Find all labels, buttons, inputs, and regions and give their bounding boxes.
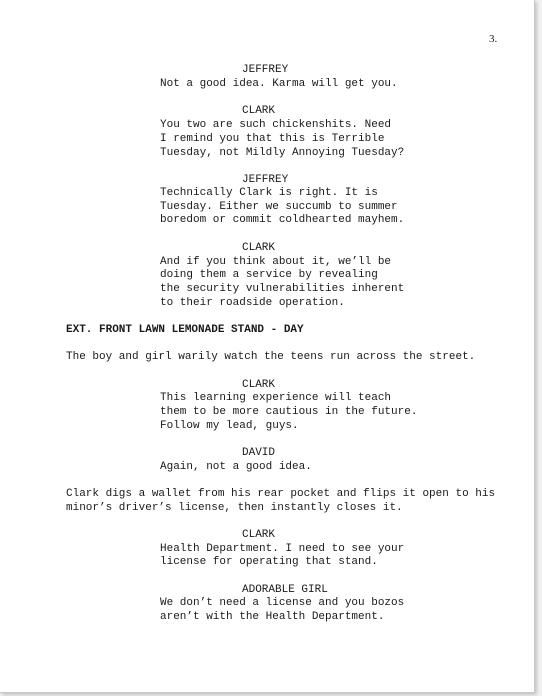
character-name: DAVID — [242, 447, 276, 459]
dialogue-line: I remind you that this is Terrible — [160, 133, 385, 145]
character-name: CLARK — [242, 379, 276, 391]
dialogue-line: Health Department. I need to see your — [160, 543, 405, 555]
dialogue-line: This learning experience will teach — [160, 392, 392, 404]
character-name: CLARK — [242, 242, 276, 254]
dialogue-line: them to be more cautious in the future. — [160, 406, 418, 418]
page-number: 3. — [489, 33, 498, 45]
character-name: JEFFREY — [242, 174, 289, 186]
dialogue-line: to their roadside operation. — [160, 297, 345, 309]
dialogue-line: the security vulnerabilities inherent — [160, 283, 405, 295]
character-name: CLARK — [242, 105, 276, 117]
action-line: Clark digs a wallet from his rear pocket and flips it open to his — [66, 488, 496, 500]
action-line: minor’s driver’s license, then instantly closes it. — [66, 502, 403, 514]
character-name: CLARK — [242, 529, 276, 541]
scene-heading: EXT. FRONT LAWN LEMONADE STAND - DAY — [66, 324, 304, 336]
dialogue-line: We don’t need a license and you bozos — [160, 597, 405, 609]
dialogue-line: Not a good idea. Karma will get you. — [160, 78, 398, 90]
dialogue-line: You two are such chickenshits. Need — [160, 119, 392, 131]
dialogue-line: Again, not a good idea. — [160, 461, 312, 473]
dialogue-line: Tuesday. Either we succumb to summer — [160, 201, 398, 213]
dialogue-line: license for operating that stand. — [160, 556, 378, 568]
action-line: The boy and girl warily watch the teens run across the street. — [66, 351, 476, 363]
dialogue-line: Tuesday, not Mildly Annoying Tuesday? — [160, 147, 405, 159]
dialogue-line: And if you think about it, we’ll be — [160, 256, 392, 268]
character-name: ADORABLE GIRL — [242, 584, 328, 596]
dialogue-line: Follow my lead, guys. — [160, 420, 299, 432]
dialogue-line: Technically Clark is right. It is — [160, 187, 378, 199]
character-name: JEFFREY — [242, 64, 289, 76]
dialogue-line: aren’t with the Health Department. — [160, 611, 385, 623]
dialogue-line: boredom or commit coldhearted mayhem. — [160, 214, 405, 226]
dialogue-line: doing them a service by revealing — [160, 269, 378, 281]
